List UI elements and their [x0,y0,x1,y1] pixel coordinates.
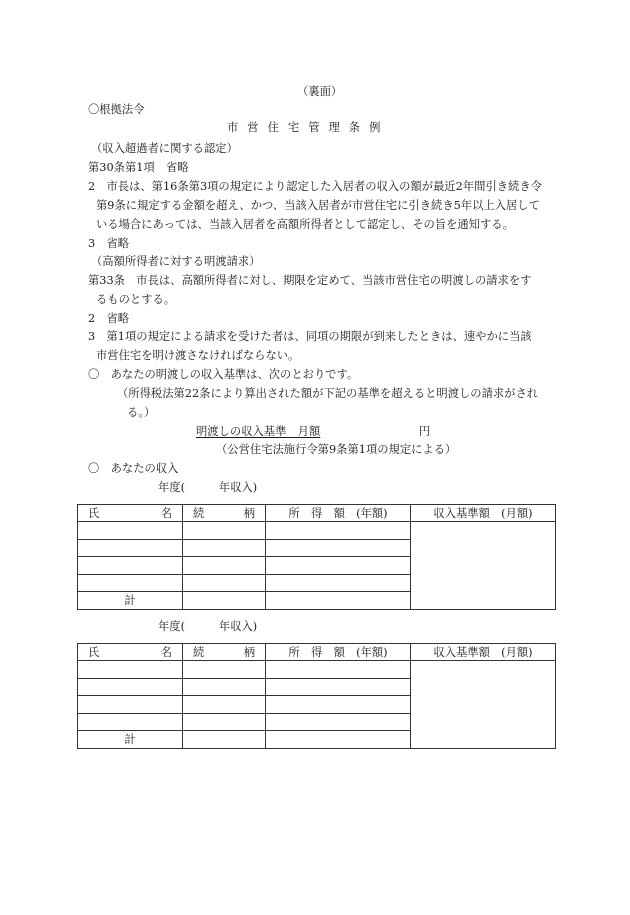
art30-para3: 3 省略 [88,237,130,250]
header-income: 所 得 額 (年額) [266,505,411,522]
section1-caption: （収入超過者に関する認定） [91,142,238,155]
standard-cell [411,522,556,610]
art33-para3-line1: 3 第1項の規定による請求を受けた者は、同項の期限が到来したときは、速やかに当該 [88,330,532,343]
criteria-heading: 〇 あなたの明渡しの収入基準は、次のとおりです。 [88,368,359,381]
header-standard: 収入基準額 (月額) [411,505,556,522]
criteria-unit: 円 [418,425,430,438]
side-label: （裏面） [297,85,343,98]
art33-para1-line1: 第33条 市長は、高額所得者に対し、期限を定めて、当該市営住宅の明渡しの請求をす [88,274,532,287]
header-relation: 続 柄 [183,505,266,522]
section2-caption: （高額所得者に対する明渡請求） [91,255,261,268]
year-label-2: 年度( 年収入) [158,620,258,633]
header-name: 氏 名 [78,644,183,661]
table-header-row [78,505,556,522]
year-label-1: 年度( 年収入) [158,481,258,494]
art33-para3-line2: 市営住宅を明け渡さなければならない。 [96,349,300,362]
art30-para2-line3: いる場合にあっては、当該入居者を高額所得者として認定し、その旨を通知する。 [96,218,514,231]
art33-para1-line2: るものとする。 [96,293,176,306]
header-income: 所 得 額 (年額) [266,644,411,661]
art30-para2-line2: 第9条に規定する金額を超え、かつ、当該入居者が市営住宅に引き続き5年以上入居して [96,199,540,212]
ordinance-title: 市営住宅管理条例 [227,121,390,134]
total-label: 計 [78,592,183,610]
header-standard: 収入基準額 (月額) [411,644,556,661]
total-label: 計 [78,731,183,749]
criteria-note-line2: る。） [127,406,156,419]
table-row [78,661,556,679]
art33-para2: 2 省略 [88,312,130,325]
income-table-1 [77,504,556,610]
legal-basis-heading: 〇根拠法令 [88,103,145,116]
income-heading: 〇 あなたの収入 [88,462,179,475]
standard-cell [411,661,556,749]
table-header-row [78,644,556,661]
criteria-label: 明渡しの収入基準 月額 [196,425,321,438]
header-name: 氏 名 [78,505,183,522]
income-table-2 [77,643,556,749]
criteria-source: （公営住宅法施行令第9条第1項の規定による） [216,443,457,456]
art30-para1: 第30条第1項 省略 [88,161,189,174]
table-row [78,522,556,540]
art30-para2-line1: 2 市長は、第16条第3項の規定により認定した入居者の収入の額が最近2年間引き続き令 [88,180,542,193]
criteria-amount-line [196,425,430,439]
criteria-note-line1: （所得税法第22条により算出された額が下記の基準を超えると明渡しの請求がされ [117,387,539,400]
header-relation: 続 柄 [183,644,266,661]
